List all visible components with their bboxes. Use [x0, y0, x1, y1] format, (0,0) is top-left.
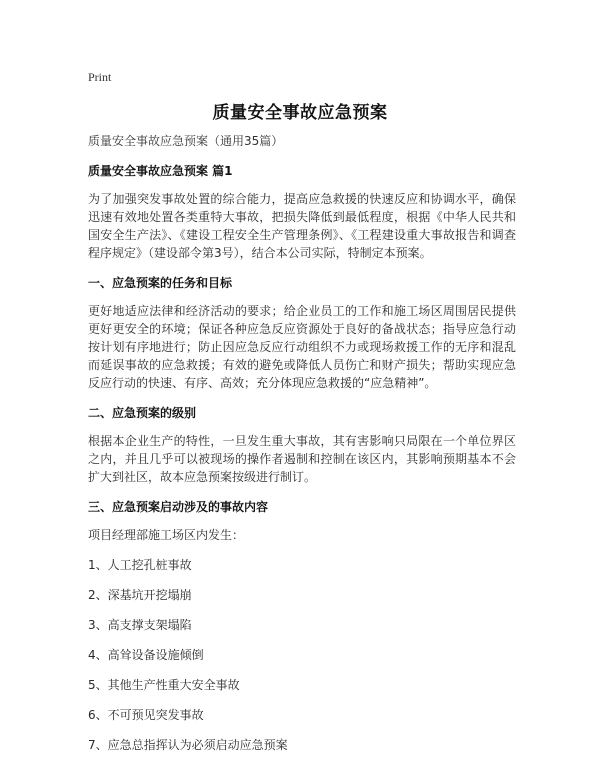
- page-title: 质量安全事故应急预案: [212, 103, 388, 123]
- section-2-heading: 二、应急预案的级别: [88, 406, 197, 420]
- list-item: 1、人工挖孔桩事故: [88, 558, 192, 572]
- accident-list: [88, 556, 516, 754]
- document-subtitle: 质量安全事故应急预案（通用35篇）: [88, 134, 284, 148]
- print-link[interactable]: Print: [88, 70, 112, 84]
- document-body: [88, 132, 516, 766]
- intro-paragraph: 为了加强突发事故处置的综合能力，提高应急救援的快速反应和协调水平，确保迅速有效地处置各类重特大事故，把损失降低到最低程度，根据《中华人民共和国安全生产法》、《建设工程安全生产管理条例》、《工程建设重大事故报告和调查程序规定》（建设部令第3号），结合本公司实际，特制定本预案。: [88, 192, 516, 260]
- list-item: 5、其他生产性重大安全事故: [88, 678, 240, 692]
- list-item: 2、深基坑开挖塌崩: [88, 588, 192, 602]
- section-3-intro: 项目经理部施工场区内发生：: [88, 528, 245, 542]
- section-1-paragraph: 更好地适应法律和经济活动的要求；给企业员工的工作和施工场区周围居民提供更好更安全的环境；保证各种应急反应资源处于良好的备战状态；指导应急行动按计划有序地进行；防止因应急反应行动组织不力或现场救援工作的无序和混乱而延误事故的应急救援；有效的避免或降低人员伤亡和财产损失；帮助实现应急反应行动的快速、有序、高效；充分体现应急救援的“应急精神”。: [88, 304, 516, 390]
- section-1-heading: 一、应急预案的任务和目标: [88, 276, 233, 290]
- list-item: 7、应急总指挥认为必须启动应急预案: [88, 738, 288, 752]
- section-2-paragraph: 根据本企业生产的特性，一旦发生重大事故，其有害影响只局限在一个单位界区之内，并且几乎可以被现场的操作者遏制和控制在该区内，其影响预期基本不会扩大到社区，故本应急预案按级进行制订。: [88, 434, 516, 484]
- list-item: 3、高支撑支架塌陷: [88, 618, 192, 632]
- list-item: 4、高耸设备设施倾倒: [88, 648, 204, 662]
- list-item: 6、不可预见突发事故: [88, 708, 204, 722]
- section-3-heading: 三、应急预案启动涉及的事故内容: [88, 500, 269, 514]
- part-heading: 质量安全事故应急预案 篇1: [88, 164, 233, 178]
